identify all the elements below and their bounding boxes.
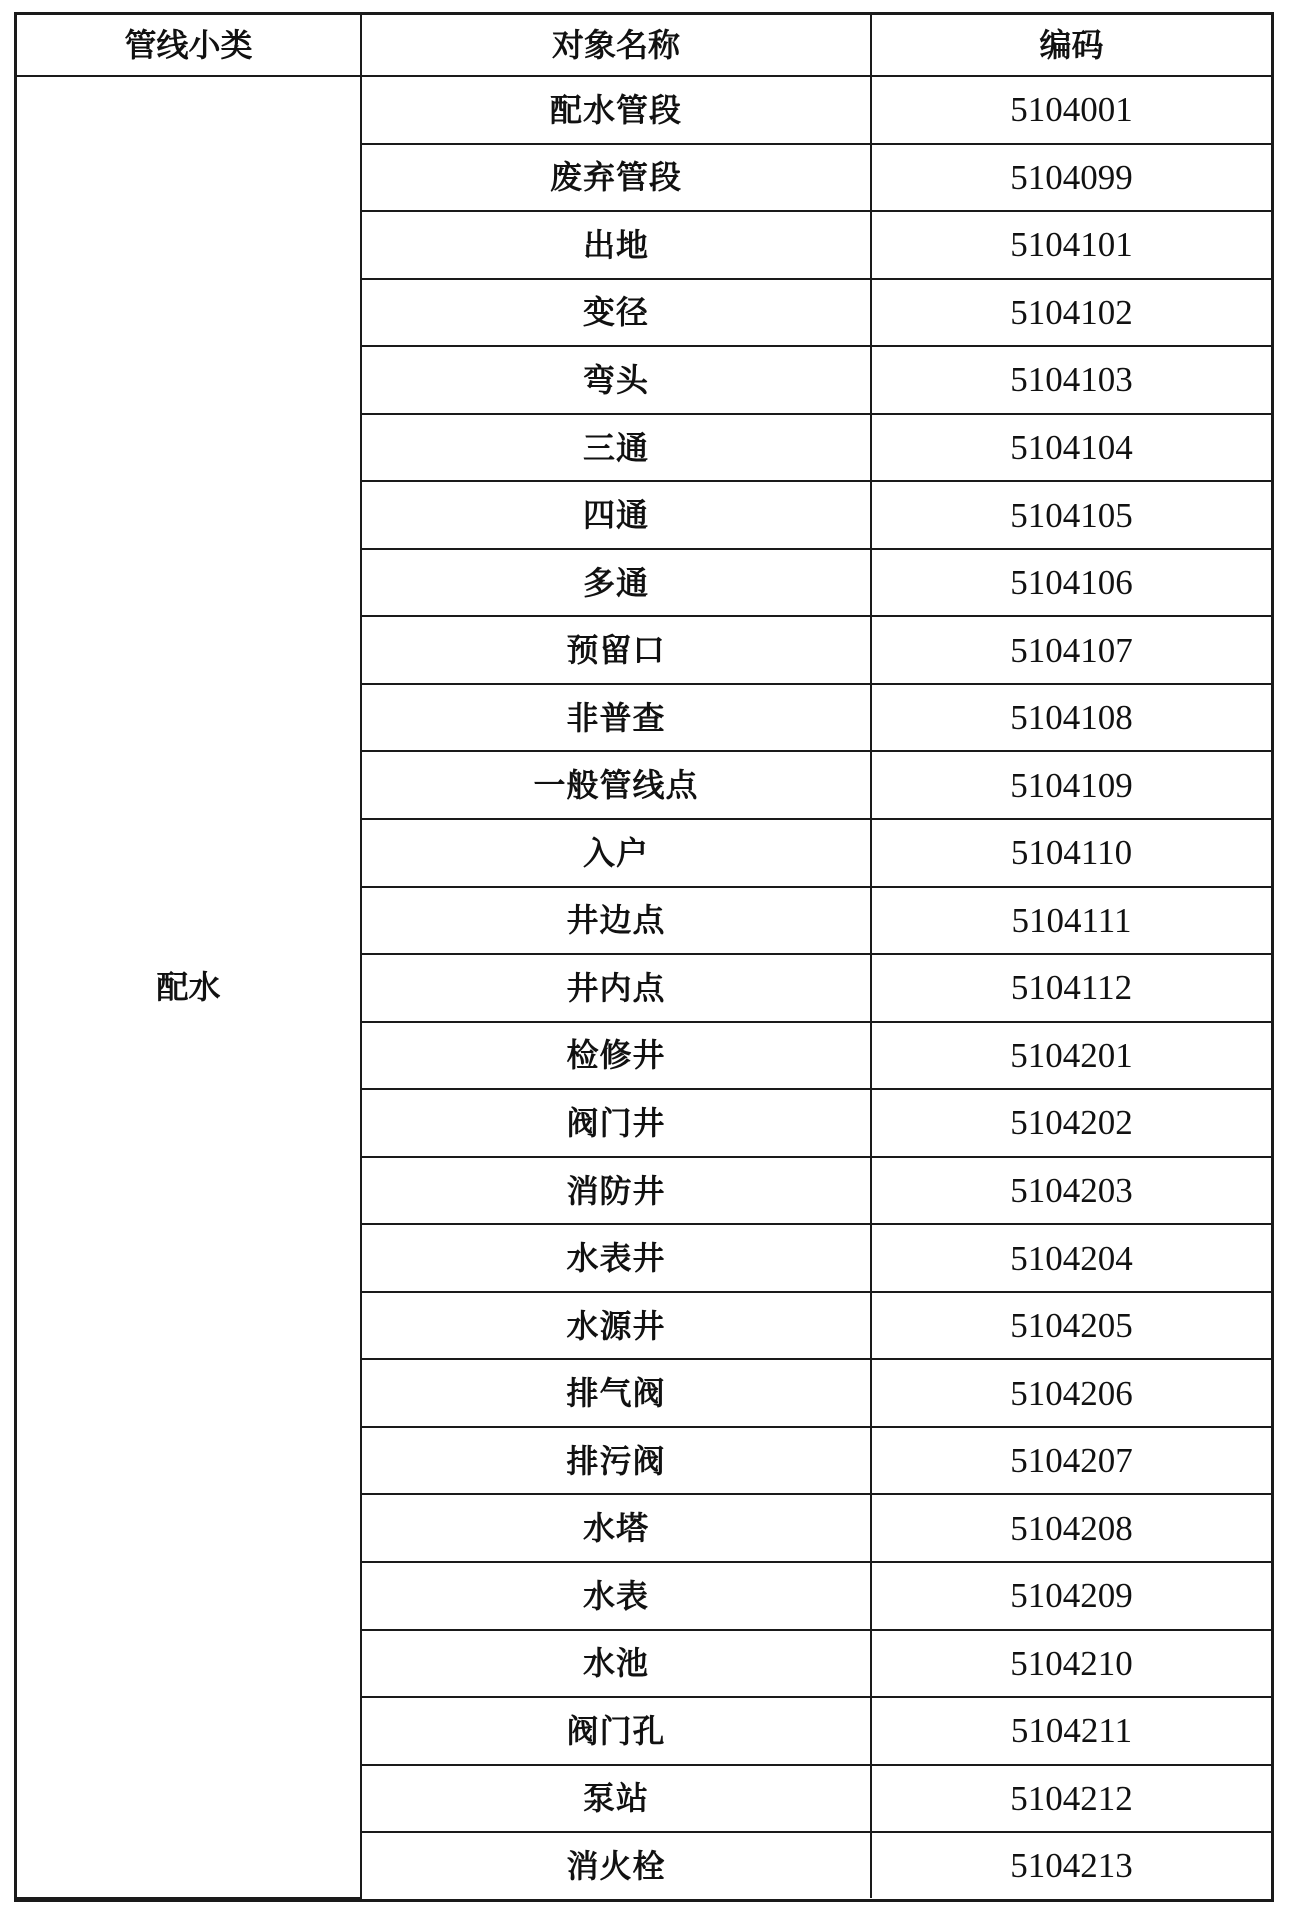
header-pipeline-subclass: 管线小类 bbox=[17, 15, 361, 76]
code-cell: 5104202 bbox=[871, 1089, 1271, 1157]
code-cell: 5104203 bbox=[871, 1157, 1271, 1225]
pipeline-code-table bbox=[17, 15, 1271, 1899]
object-name-cell: 水源井 bbox=[361, 1292, 871, 1360]
code-cell: 5104112 bbox=[871, 954, 1271, 1022]
object-name-cell: 排气阀 bbox=[361, 1359, 871, 1427]
object-name-cell: 消火栓 bbox=[361, 1832, 871, 1898]
code-cell: 5104109 bbox=[871, 751, 1271, 819]
object-name-cell: 出地 bbox=[361, 211, 871, 279]
code-cell: 5104208 bbox=[871, 1494, 1271, 1562]
object-name-cell: 泵站 bbox=[361, 1765, 871, 1833]
object-name-cell: 水表 bbox=[361, 1562, 871, 1630]
code-cell: 5104107 bbox=[871, 616, 1271, 684]
code-cell: 5104209 bbox=[871, 1562, 1271, 1630]
object-name-cell: 三通 bbox=[361, 414, 871, 482]
object-name-cell: 消防井 bbox=[361, 1157, 871, 1225]
object-name-cell: 预留口 bbox=[361, 616, 871, 684]
code-cell: 5104205 bbox=[871, 1292, 1271, 1360]
object-name-cell: 阀门孔 bbox=[361, 1697, 871, 1765]
code-cell: 5104212 bbox=[871, 1765, 1271, 1833]
object-name-cell: 废弃管段 bbox=[361, 144, 871, 212]
code-cell: 5104108 bbox=[871, 684, 1271, 752]
code-cell: 5104101 bbox=[871, 211, 1271, 279]
object-name-cell: 井边点 bbox=[361, 887, 871, 955]
object-name-cell: 非普查 bbox=[361, 684, 871, 752]
header-object-name: 对象名称 bbox=[361, 15, 871, 76]
category-cell: 配水 bbox=[17, 76, 361, 1898]
code-cell: 5104106 bbox=[871, 549, 1271, 617]
object-name-cell: 阀门井 bbox=[361, 1089, 871, 1157]
object-name-cell: 水表井 bbox=[361, 1224, 871, 1292]
code-cell: 5104111 bbox=[871, 887, 1271, 955]
code-cell: 5104105 bbox=[871, 481, 1271, 549]
object-name-cell: 水池 bbox=[361, 1630, 871, 1698]
code-cell: 5104099 bbox=[871, 144, 1271, 212]
code-cell: 5104103 bbox=[871, 346, 1271, 414]
object-name-cell: 弯头 bbox=[361, 346, 871, 414]
table-row bbox=[17, 76, 1271, 144]
code-cell: 5104210 bbox=[871, 1630, 1271, 1698]
object-name-cell: 排污阀 bbox=[361, 1427, 871, 1495]
code-cell: 5104102 bbox=[871, 279, 1271, 347]
object-name-cell: 入户 bbox=[361, 819, 871, 887]
header-code: 编码 bbox=[871, 15, 1271, 76]
object-name-cell: 多通 bbox=[361, 549, 871, 617]
object-name-cell: 变径 bbox=[361, 279, 871, 347]
table-header-row bbox=[17, 15, 1271, 76]
object-name-cell: 水塔 bbox=[361, 1494, 871, 1562]
code-cell: 5104207 bbox=[871, 1427, 1271, 1495]
code-cell: 5104104 bbox=[871, 414, 1271, 482]
code-table-frame bbox=[14, 12, 1274, 1902]
code-cell: 5104201 bbox=[871, 1022, 1271, 1090]
code-cell: 5104001 bbox=[871, 76, 1271, 144]
code-cell: 5104204 bbox=[871, 1224, 1271, 1292]
object-name-cell: 井内点 bbox=[361, 954, 871, 1022]
object-name-cell: 四通 bbox=[361, 481, 871, 549]
object-name-cell: 配水管段 bbox=[361, 76, 871, 144]
table-body bbox=[17, 76, 1271, 1898]
object-name-cell: 一般管线点 bbox=[361, 751, 871, 819]
code-cell: 5104213 bbox=[871, 1832, 1271, 1898]
object-name-cell: 检修井 bbox=[361, 1022, 871, 1090]
code-cell: 5104211 bbox=[871, 1697, 1271, 1765]
code-cell: 5104206 bbox=[871, 1359, 1271, 1427]
code-cell: 5104110 bbox=[871, 819, 1271, 887]
